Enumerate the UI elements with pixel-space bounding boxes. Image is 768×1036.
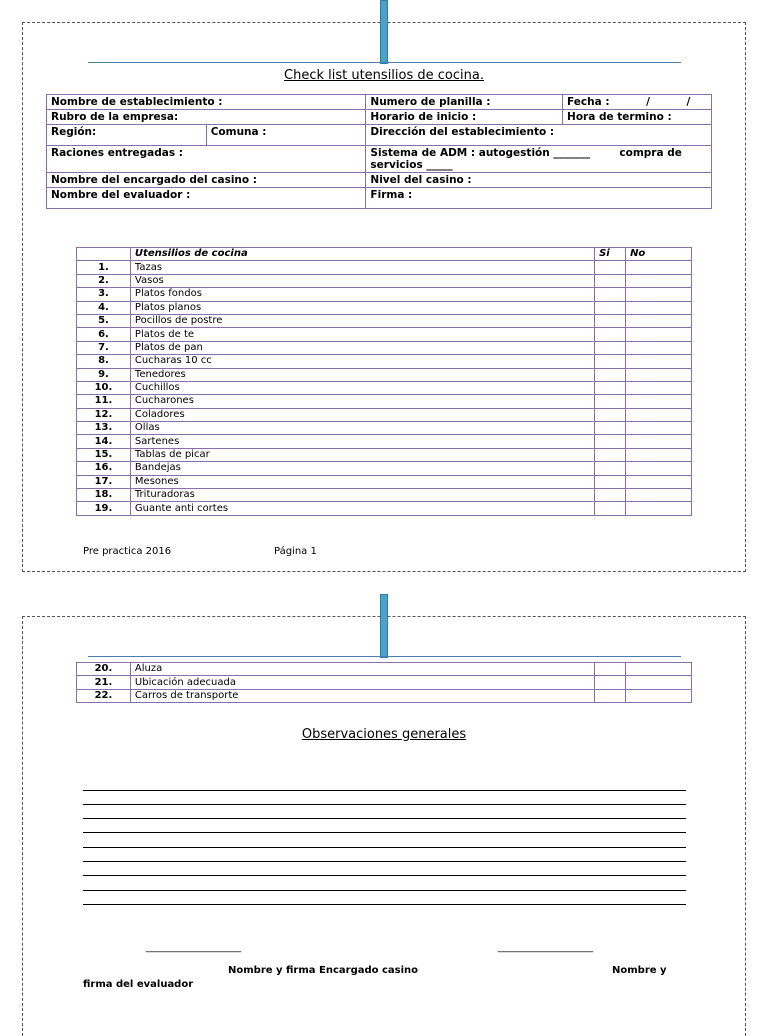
si-checkbox[interactable] bbox=[595, 435, 626, 448]
no-checkbox[interactable] bbox=[626, 395, 692, 408]
si-checkbox[interactable] bbox=[595, 368, 626, 381]
item-number: 16. bbox=[77, 462, 131, 475]
item-label: Cucharas 10 cc bbox=[130, 355, 594, 368]
rubro-field[interactable]: Rubro de la empresa: bbox=[47, 110, 366, 125]
item-label: Vasos bbox=[130, 274, 594, 287]
item-label: Carros de transporte bbox=[130, 689, 594, 702]
no-checkbox[interactable] bbox=[626, 408, 692, 421]
no-checkbox[interactable] bbox=[626, 489, 692, 502]
item-number: 19. bbox=[77, 502, 131, 515]
observation-line[interactable] bbox=[83, 904, 686, 905]
item-header: Utensilios de cocina bbox=[130, 248, 594, 261]
item-number: 2. bbox=[77, 274, 131, 287]
no-checkbox[interactable] bbox=[626, 328, 692, 341]
si-header: Si bbox=[595, 248, 626, 261]
table-row bbox=[77, 288, 692, 301]
item-label: Trituradoras bbox=[130, 489, 594, 502]
table-header-row bbox=[77, 248, 692, 261]
item-label: Tazas bbox=[130, 261, 594, 274]
observation-line[interactable] bbox=[83, 804, 686, 805]
si-checkbox[interactable] bbox=[595, 395, 626, 408]
item-number: 8. bbox=[77, 355, 131, 368]
header-rule-2 bbox=[88, 656, 681, 657]
table-row bbox=[77, 328, 692, 341]
table-row bbox=[77, 676, 692, 689]
si-checkbox[interactable] bbox=[595, 301, 626, 314]
observation-line[interactable] bbox=[83, 818, 686, 819]
item-number: 7. bbox=[77, 341, 131, 354]
item-label: Sartenes bbox=[130, 435, 594, 448]
table-row bbox=[77, 462, 692, 475]
table-row bbox=[77, 341, 692, 354]
table-row bbox=[77, 502, 692, 515]
item-label: Ubicación adecuada bbox=[130, 676, 594, 689]
si-checkbox[interactable] bbox=[595, 462, 626, 475]
nivel-field[interactable]: Nivel del casino : bbox=[366, 173, 712, 188]
si-checkbox[interactable] bbox=[595, 328, 626, 341]
item-label: Cuchillos bbox=[130, 381, 594, 394]
si-checkbox[interactable] bbox=[595, 341, 626, 354]
item-number: 1. bbox=[77, 261, 131, 274]
item-number: 21. bbox=[77, 676, 131, 689]
utensils-checklist-table-continued bbox=[76, 662, 692, 703]
comuna-field[interactable]: Comuna : bbox=[206, 125, 366, 146]
table-row bbox=[77, 368, 692, 381]
numero-planilla-field[interactable]: Numero de planilla : bbox=[366, 95, 563, 110]
nombre-establecimiento-field[interactable]: Nombre de establecimiento : bbox=[47, 95, 366, 110]
no-checkbox[interactable] bbox=[626, 261, 692, 274]
item-label: Coladores bbox=[130, 408, 594, 421]
item-label: Ollas bbox=[130, 422, 594, 435]
no-checkbox[interactable] bbox=[626, 301, 692, 314]
si-checkbox[interactable] bbox=[595, 663, 626, 676]
header-tab-marker bbox=[380, 0, 388, 64]
item-number: 15. bbox=[77, 448, 131, 461]
no-checkbox[interactable] bbox=[626, 274, 692, 287]
item-number: 6. bbox=[77, 328, 131, 341]
item-number: 5. bbox=[77, 314, 131, 327]
item-label: Pocillos de postre bbox=[130, 314, 594, 327]
signature-label-evaluador: Nombre y bbox=[612, 965, 667, 976]
si-checkbox[interactable] bbox=[595, 274, 626, 287]
item-label: Mesones bbox=[130, 475, 594, 488]
horario-inicio-field[interactable]: Horario de inicio : bbox=[366, 110, 563, 125]
item-label: Platos planos bbox=[130, 301, 594, 314]
table-row bbox=[77, 274, 692, 287]
no-checkbox[interactable] bbox=[626, 381, 692, 394]
item-number: 18. bbox=[77, 489, 131, 502]
signature-line-evaluador[interactable]: ___________________ bbox=[498, 942, 593, 953]
encargado-field[interactable]: Nombre del encargado del casino : bbox=[47, 173, 366, 188]
item-number: 4. bbox=[77, 301, 131, 314]
si-checkbox[interactable] bbox=[595, 261, 626, 274]
si-checkbox[interactable] bbox=[595, 408, 626, 421]
item-label: Bandejas bbox=[130, 462, 594, 475]
table-row bbox=[77, 435, 692, 448]
table-row bbox=[77, 355, 692, 368]
observation-line[interactable] bbox=[83, 890, 686, 891]
region-field[interactable]: Región: bbox=[47, 125, 207, 146]
si-checkbox[interactable] bbox=[595, 475, 626, 488]
si-checkbox[interactable] bbox=[595, 314, 626, 327]
direccion-field[interactable]: Dirección del establecimiento : bbox=[366, 125, 712, 146]
si-checkbox[interactable] bbox=[595, 288, 626, 301]
no-checkbox[interactable] bbox=[626, 422, 692, 435]
si-checkbox[interactable] bbox=[595, 489, 626, 502]
item-label: Tenedores bbox=[130, 368, 594, 381]
no-checkbox[interactable] bbox=[626, 462, 692, 475]
si-checkbox[interactable] bbox=[595, 381, 626, 394]
item-number: 3. bbox=[77, 288, 131, 301]
item-label: Tablas de picar bbox=[130, 448, 594, 461]
no-checkbox[interactable] bbox=[626, 368, 692, 381]
no-header: No bbox=[626, 248, 692, 261]
si-checkbox[interactable] bbox=[595, 502, 626, 515]
observation-line[interactable] bbox=[83, 847, 686, 848]
item-number: 14. bbox=[77, 435, 131, 448]
fecha-field[interactable]: Fecha : / / bbox=[563, 95, 712, 110]
no-checkbox[interactable] bbox=[626, 435, 692, 448]
si-checkbox[interactable] bbox=[595, 355, 626, 368]
no-checkbox[interactable] bbox=[626, 288, 692, 301]
no-checkbox[interactable] bbox=[626, 341, 692, 354]
si-checkbox[interactable] bbox=[595, 676, 626, 689]
item-number: 20. bbox=[77, 663, 131, 676]
footer-left: Pre practica 2016 bbox=[83, 546, 172, 557]
item-label: Aluza bbox=[130, 663, 594, 676]
item-label: Platos de pan bbox=[130, 341, 594, 354]
item-number: 10. bbox=[77, 381, 131, 394]
observation-line[interactable] bbox=[83, 875, 686, 876]
no-checkbox[interactable] bbox=[626, 676, 692, 689]
item-label: Platos de te bbox=[130, 328, 594, 341]
item-label: Platos fondos bbox=[130, 288, 594, 301]
table-row bbox=[77, 301, 692, 314]
table-row bbox=[77, 261, 692, 274]
si-checkbox[interactable] bbox=[595, 422, 626, 435]
table-row bbox=[77, 395, 692, 408]
signature-label-encargado: Nombre y firma Encargado casino bbox=[228, 965, 419, 976]
table-row bbox=[77, 381, 692, 394]
no-checkbox[interactable] bbox=[626, 663, 692, 676]
table-row bbox=[77, 475, 692, 488]
number-header bbox=[77, 248, 131, 261]
signature-label-evaluador-cont: firma del evaluador bbox=[83, 979, 194, 990]
hora-termino-field[interactable]: Hora de termino : bbox=[563, 110, 712, 125]
table-row bbox=[77, 408, 692, 421]
no-checkbox[interactable] bbox=[626, 475, 692, 488]
item-number: 22. bbox=[77, 689, 131, 702]
header-rule bbox=[88, 62, 681, 63]
footer-page-number: Página 1 bbox=[274, 546, 317, 557]
establishment-info-table bbox=[46, 94, 712, 209]
observation-line[interactable] bbox=[83, 861, 686, 862]
item-label: Cucharones bbox=[130, 395, 594, 408]
utensils-checklist-table bbox=[76, 247, 692, 516]
observation-line[interactable] bbox=[83, 832, 686, 833]
raciones-field[interactable]: Raciones entregadas : bbox=[47, 146, 366, 173]
table-row bbox=[77, 314, 692, 327]
no-checkbox[interactable] bbox=[626, 355, 692, 368]
item-number: 11. bbox=[77, 395, 131, 408]
item-label: Guante anti cortes bbox=[130, 502, 594, 515]
si-checkbox[interactable] bbox=[595, 448, 626, 461]
no-checkbox[interactable] bbox=[626, 689, 692, 702]
observaciones-title: Observaciones generales bbox=[301, 727, 467, 742]
sistema-adm-field[interactable]: Sistema de ADM : autogestión _______ compra de servicios _____ bbox=[366, 146, 712, 173]
header-tab-marker-2 bbox=[380, 594, 388, 658]
no-checkbox[interactable] bbox=[626, 314, 692, 327]
no-checkbox[interactable] bbox=[626, 448, 692, 461]
item-number: 17. bbox=[77, 475, 131, 488]
table-row bbox=[77, 489, 692, 502]
observation-line[interactable] bbox=[83, 790, 686, 791]
signature-line-encargado[interactable]: ___________________ bbox=[146, 942, 241, 953]
no-checkbox[interactable] bbox=[626, 502, 692, 515]
si-checkbox[interactable] bbox=[595, 689, 626, 702]
item-number: 13. bbox=[77, 422, 131, 435]
table-row bbox=[77, 448, 692, 461]
firma-field[interactable]: Firma : bbox=[366, 188, 712, 209]
item-number: 9. bbox=[77, 368, 131, 381]
table-row bbox=[77, 663, 692, 676]
item-number: 12. bbox=[77, 408, 131, 421]
evaluador-field[interactable]: Nombre del evaluador : bbox=[47, 188, 366, 209]
table-row bbox=[77, 689, 692, 702]
table-row bbox=[77, 422, 692, 435]
page-title: Check list utensilios de cocina. bbox=[284, 68, 484, 83]
